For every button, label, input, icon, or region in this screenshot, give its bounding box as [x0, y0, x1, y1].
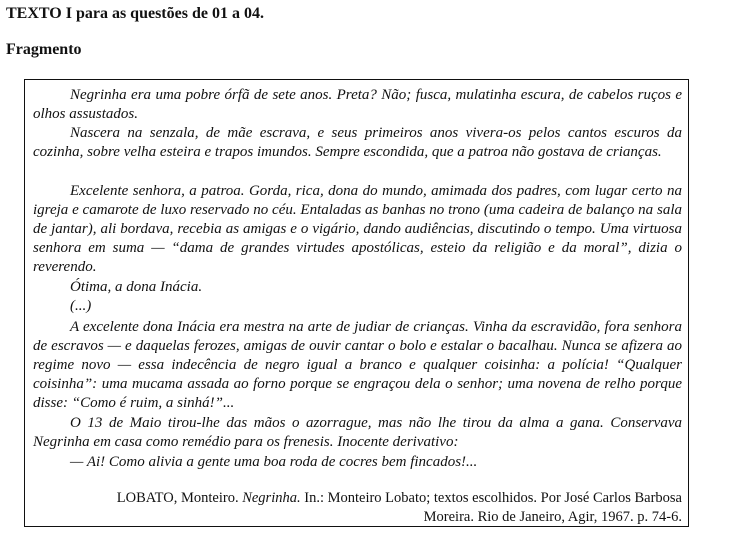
- paragraph-2: Nascera na senzala, de mãe escrava, e seus primeiros anos vivera-os pelos cantos escuros da cozinha, sobre velha esteira e trapos imundos. Sempre escondida, que a patroa não gostava de crianças.: [33, 125, 682, 160]
- citation-work-title: Negrinha.: [242, 490, 301, 506]
- paragraph-7: — Ai! Como alivia a gente uma boa roda de cocres bem fincados!...: [70, 454, 478, 470]
- paragraph-3: Excelente senhora, a patroa. Gorda, rica, dona do mundo, amimada dos padres, com lugar certo na igreja e camarote de luxo reservado no céu. Entaladas as banhas no trono (uma cadeira de balanço na sala de jantar), ali bordava, recebia as amigas e o vigário, dando audiências, discutindo o tempo. Uma virtuosa senhora em suma — “dama de grandes virtudes apostólicas, esteio da religião e da moral”, dizia o reverendo.: [33, 183, 682, 275]
- citation-details: In.: Monteiro Lobato; textos escolhidos. Por José Carlos Barbosa: [304, 490, 682, 506]
- paragraph-4: Ótima, a dona Inácia.: [70, 279, 203, 295]
- citation-author: LOBATO, Monteiro.: [116, 490, 239, 506]
- paragraph-6: O 13 de Maio tirou-lhe das mãos o azorrague, mas não lhe tirou da alma a gana. Conservava Negrinha em casa como remédio para os frenesis. Inocente derivativo:: [33, 415, 682, 450]
- citation: [90, 489, 682, 527]
- fragment-label: Fragmento: [6, 41, 82, 58]
- citation-line-1: [90, 489, 682, 508]
- paragraph-1: Negrinha era uma pobre órfã de sete anos. Preta? Não; fusca, mulatinha escura, de cabelos ruços e olhos assustados.: [33, 87, 682, 122]
- ellipsis-marker: (...): [70, 298, 92, 314]
- citation-line-2: Moreira. Rio de Janeiro, Agir, 1967. p. 74-6.: [423, 509, 682, 525]
- paragraph-5: A excelente dona Inácia era mestra na arte de judiar de crianças. Vinha da escravidão, fora senhora de escravos — e daquelas ferozes, amigas de ouvir cantar o bolo e estalar o bacalhau. Nunca se afizera ao regime novo — essa indecência de negro igual a branco e qualquer coisinha: a polícia! “Qualquer coisinha”: uma mucama assada ao forno porque se engraçou dela o senhor; uma novena de relho porque disse: “Como é ruim, a sinhá!”...: [33, 319, 682, 411]
- section-heading: TEXTO I para as questões de 01 a 04.: [6, 5, 264, 22]
